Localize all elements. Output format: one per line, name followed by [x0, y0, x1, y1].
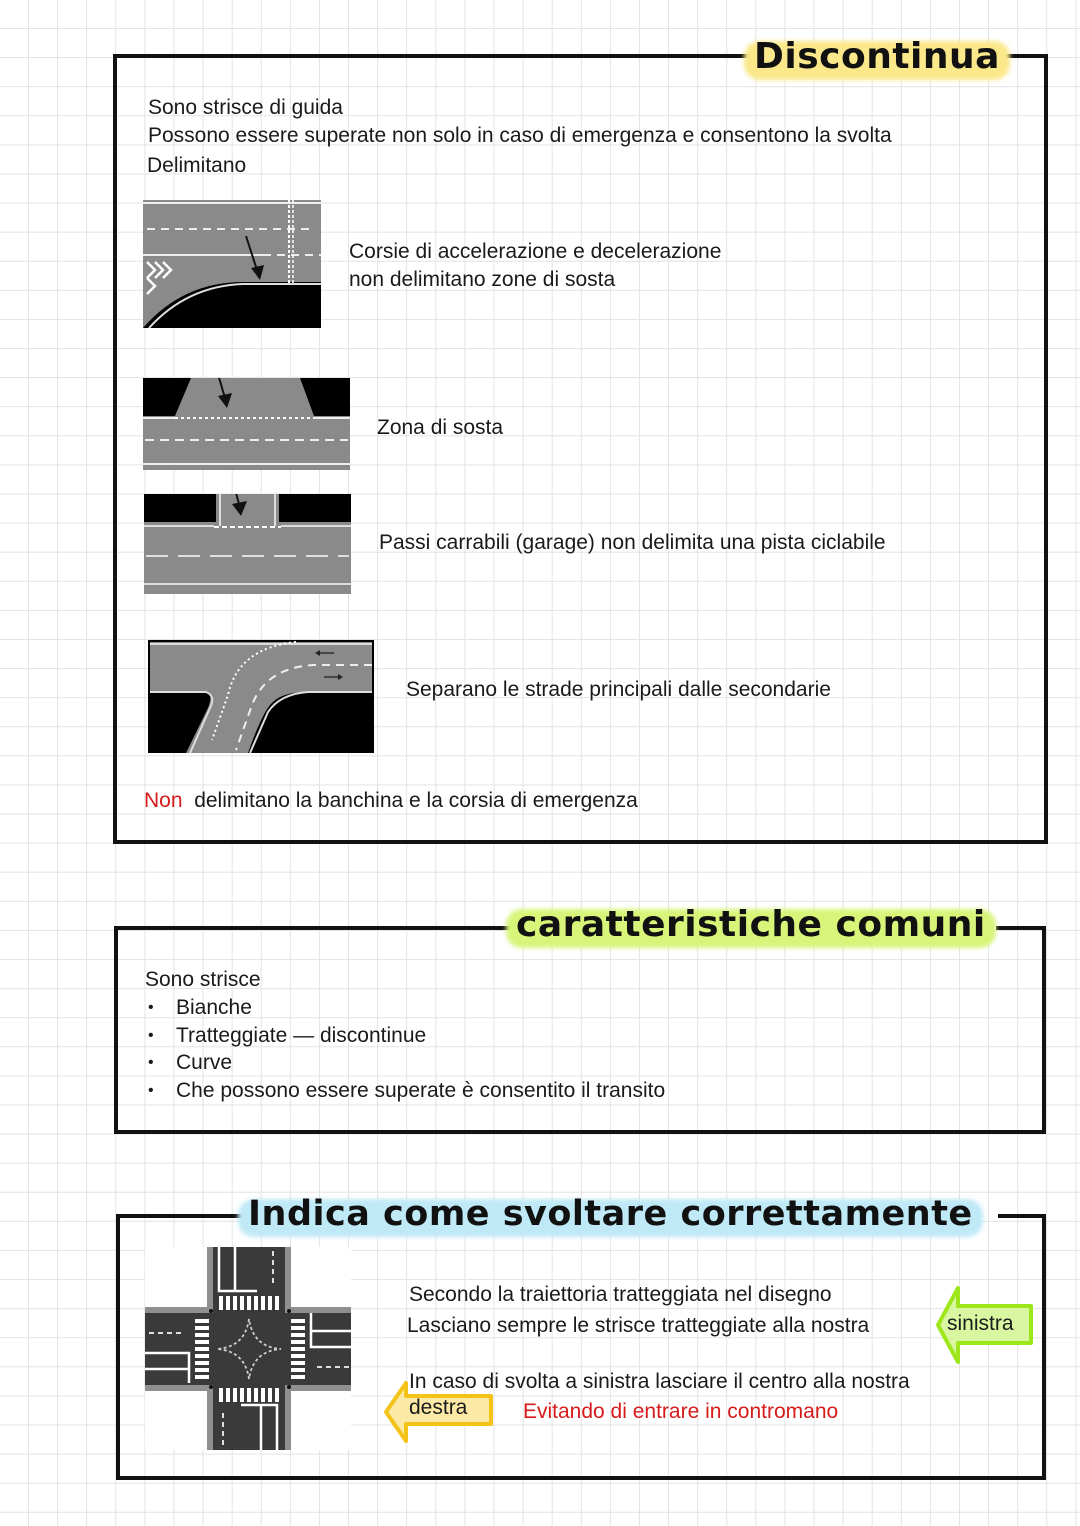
section-title-discontinua: Discontinua [748, 36, 1006, 77]
characteristics-list [146, 994, 665, 1104]
footer-note [144, 787, 638, 815]
intro-line: Sono strisce di guida [148, 96, 343, 119]
list-item: • Curve [146, 1049, 665, 1077]
acceleration-lane-diagram [143, 200, 321, 328]
driveway-diagram [144, 494, 351, 594]
frame-top-line [996, 926, 1046, 930]
section-title-svolta: Indica come svoltare correttamente [242, 1194, 979, 1234]
intro-line: Sono strisce [145, 968, 261, 991]
frame-top-line [113, 54, 753, 58]
explanation-line: Lasciano sempre le strisce tratteggiate alla nostra [407, 1314, 870, 1337]
frame-top-line [114, 926, 516, 930]
tag-label-sinistra: sinistra [947, 1312, 1014, 1335]
frame-top-line [998, 1214, 1046, 1218]
explanation-line: In caso di svolta a sinistra lasciare il centro alla nostra [409, 1370, 910, 1393]
description-line: Corsie di accelerazione e decelerazione [349, 240, 722, 263]
section-title-caratteristiche: caratteristiche comuni [510, 904, 992, 945]
intro-line: Delimitano [147, 154, 247, 177]
emphasis-non: Non [144, 789, 183, 812]
right-hand-arrow-tag [383, 1380, 497, 1444]
explanation-line: Secondo la traiettoria tratteggiata nel disegno [409, 1283, 832, 1306]
list-item: • Bianche [146, 994, 665, 1022]
description-line: non delimitano zone di sosta [349, 268, 616, 291]
frame-top-line [116, 1214, 244, 1218]
footer-text: delimitano la banchina e la corsia di emergenza [194, 789, 638, 812]
tag-label-destra: destra [409, 1396, 468, 1419]
junction-diagram [148, 640, 374, 753]
intersection-diagram [145, 1247, 351, 1450]
list-item: • Tratteggiate — discontinue [146, 1022, 665, 1050]
intro-line: Possono essere superate non solo in caso di emergenza e consentono la svolta [148, 124, 892, 147]
parking-zone-diagram [143, 378, 350, 470]
description-line: Passi carrabili (garage) non delimita una pista ciclabile [379, 531, 886, 554]
left-arrow-tag [935, 1285, 1035, 1365]
description-line: Zona di sosta [377, 416, 504, 439]
warning-text: Evitando di entrare in contromano [523, 1400, 839, 1423]
description-line: Separano le strade principali dalle secondarie [406, 678, 831, 701]
list-item: • Che possono essere superate è consentito il transito [146, 1077, 665, 1105]
